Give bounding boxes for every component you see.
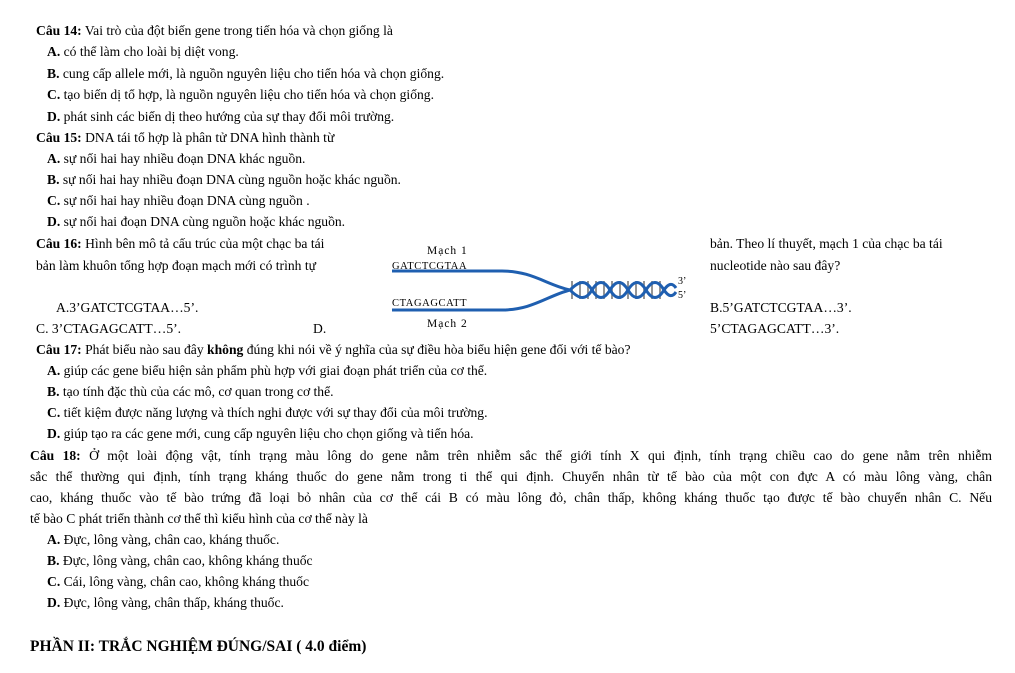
option-letter: C. [47,574,61,589]
option-text: sự nối hai hay nhiều đoạn DNA khác nguồn. [60,151,306,166]
option-text: giúp các gene biểu hiện sản phẩm phù hợp với giai đoạn phát triển của cơ thể. [60,363,488,378]
option-letter: B. [47,384,60,399]
q17-option-a [47,363,487,379]
q16-label: Câu 16: [36,236,82,251]
q16-option-d-letter: D. [313,321,327,336]
option-letter: D. [47,426,61,441]
option-letter: C. [47,193,61,208]
q17-stem-before: Phát biểu nào sau đây [81,342,208,357]
option-letter: A. [47,44,61,59]
option-letter: D. [47,214,61,229]
option-letter: D. [47,595,61,610]
q14-option-d [47,109,394,125]
q14-option-c [47,87,434,103]
q14-option-b [47,66,444,82]
q17-stem-emphasis: không [207,342,244,357]
option-text: Đực, lông vàng, chân thấp, kháng thuốc. [60,595,284,610]
replication-fork-figure [382,240,692,335]
option-letter: C. [47,87,61,102]
q16-stem-text: Hình bên mô tả cấu trúc của một chạc ba tái [81,236,325,251]
option-text: sự nối hai hay nhiều đoạn DNA cùng nguồn . [60,193,310,208]
q14-stem-line [36,23,393,39]
q15-label: Câu 15: [36,130,82,145]
option-text: Đực, lông vàng, chân cao, kháng thuốc. [60,532,280,547]
q15-option-a [47,151,305,167]
option-text: cung cấp allele mới, là nguồn nguyên liệu cho tiến hóa và chọn giống. [59,66,445,81]
q17-label: Câu 17: [36,342,82,357]
q17-option-d [47,426,474,442]
option-letter: B. [47,172,60,187]
q18-option-b [47,553,313,569]
q15-stem: DNA tái tổ hợp là phân tử DNA hình thành từ [81,130,335,145]
q16-option-c: C. 3’CTAGAGCATT…5’. [36,321,182,336]
q16-option-d-text: 5’CTAGAGCATT…3’. [710,321,840,336]
option-text: giúp tạo ra các gene mới, cung cấp nguyên liệu cho chọn giống và tiến hóa. [60,426,474,441]
q18-option-a [47,532,279,548]
q16-stem-line-2-right: nucleotide nào sau đây? [710,258,841,273]
option-text: Cái, lông vàng, chân cao, không kháng thuốc [60,574,310,589]
option-letter: A. [47,532,61,547]
strand-1-sequence: GATCTCGTAA [392,261,468,272]
q14-stem: Vai trò của đột biến gene trong tiến hóa và chọn giống là [81,23,393,38]
option-text: sự nối hai hay nhiều đoạn DNA cùng nguồn hoặc khác nguồn. [59,172,401,187]
option-letter: C. [47,405,61,420]
q16-option-a: A.3’GATCTCGTAA…5’. [56,300,199,315]
option-letter: A. [47,151,61,166]
q15-option-c [47,193,310,209]
option-text: có thể làm cho loài bị diệt vong. [60,44,239,59]
q14-label: Câu 14: [36,23,82,38]
q15-stem-line [36,130,334,146]
q18-option-c [47,574,309,590]
option-text: Đực, lông vàng, chân cao, không kháng thuốc [59,553,313,568]
q16-stem-line-1-right: bản. Theo lí thuyết, mạch 1 của chạc ba tái [710,236,943,251]
q17-stem-line [36,342,631,358]
q18-stem-line-1 [30,448,992,464]
q17-option-c [47,405,488,421]
option-text: tiết kiệm được năng lượng và thích nghi được với sự thay đổi của môi trường. [60,405,488,420]
option-text: sự nối hai đoạn DNA cùng nguồn hoặc khác nguồn. [60,214,346,229]
option-letter: D. [47,109,61,124]
end-label-5-prime: 5’ [678,290,687,301]
option-text: phát sinh các biến dị theo hướng của sự thay đổi môi trường. [60,109,395,124]
q16-stem-line-1 [36,236,324,252]
option-text: tạo tính đặc thù của các mô, cơ quan trong cơ thể. [59,384,334,399]
q18-label: Câu 18: [30,448,81,463]
q17-stem-after: đúng khi nói về ý nghĩa của sự điều hòa biểu hiện gene đối với tế bào? [243,342,631,357]
q18-stem-text: Ở một loài động vật, tính trạng màu lông do gene nằm trên nhiễm sắc thể giới tính X qui định, tính trạng chiều cao do gene nằm trên nhiễm [80,448,992,463]
option-letter: B. [47,66,60,81]
strand-2-label: Mạch 2 [427,318,468,330]
q18-stem-line-2: sắc thể thường qui định, tính trạng kháng thuốc do gene nằm trong ti thể qui định. Chuyển nhân từ tế bào của một con đực A có màu lông vàng, chân [30,469,992,484]
end-label-3-prime: 3’ [678,276,687,287]
q18-stem-line-3: cao, kháng thuốc vào tế bào trứng đã loại bỏ nhân của cơ thể cái B có màu lông đỏ, chân thấp, không kháng thuốc tạo được tế bào chuyển nhân C. Nếu [30,490,992,505]
q17-option-b [47,384,334,400]
q16-option-b: B.5’GATCTCGTAA…3’. [710,300,852,315]
q14-option-a [47,44,239,60]
strand-1-label: Mạch 1 [427,245,468,257]
section-heading: PHẦN II: TRẮC NGHIỆM ĐÚNG/SAI ( 4.0 điểm) [30,638,367,655]
q15-option-b [47,172,401,188]
option-letter: B. [47,553,60,568]
option-letter: A. [47,363,61,378]
q15-option-d [47,214,345,230]
q18-option-d [47,595,284,611]
q16-stem-line-2: bản làm khuôn tổng hợp đoạn mạch mới có trình tự [36,258,316,273]
q18-stem-line-4: tế bào C phát triển thành cơ thể thì kiểu hình của cơ thể này là [30,511,368,526]
option-text: tạo biến dị tổ hợp, là nguồn nguyên liệu cho tiến hóa và chọn giống. [60,87,434,102]
strand-2-sequence: CTAGAGCATT [392,298,468,309]
